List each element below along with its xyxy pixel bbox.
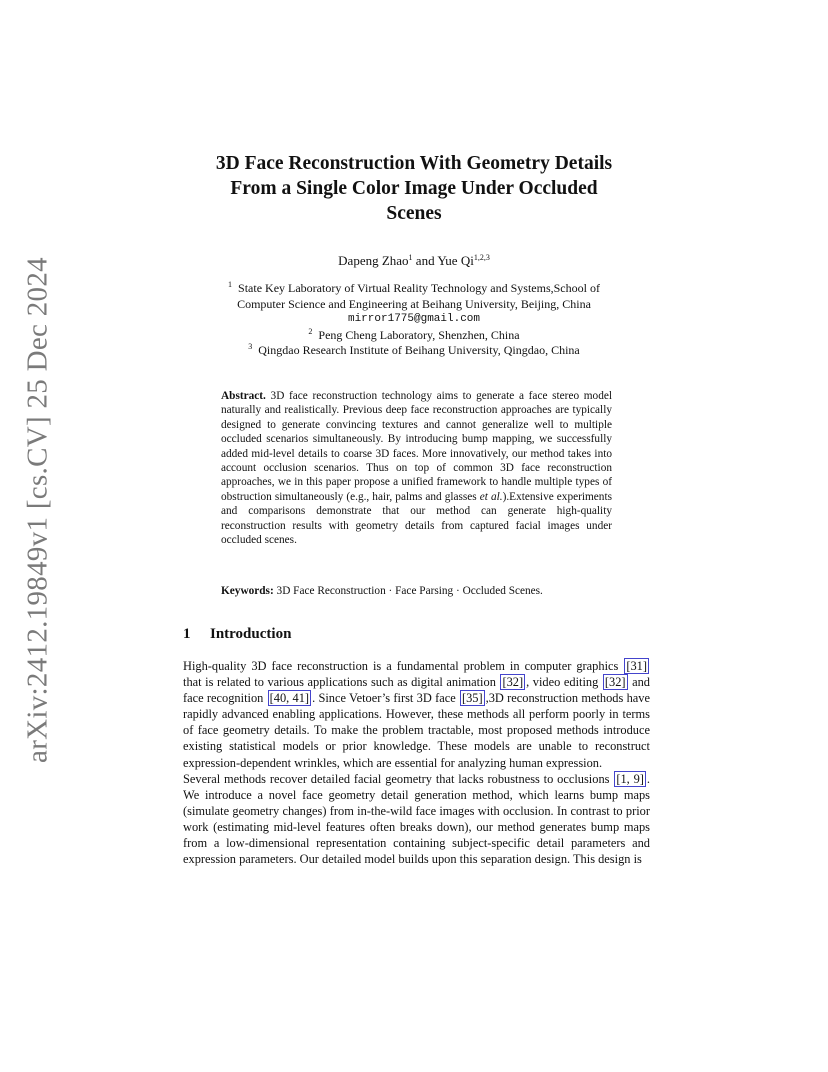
arxiv-watermark [18,257,58,763]
author-affil-sup: 1,2,3 [473,253,490,262]
abstract-label: Abstract. [221,390,266,402]
citation-link[interactable]: [35] [461,691,483,706]
abstract-text: 3D face reconstruction technology aims to generate a face stereo model naturally and realistically. Previous deep face reconstruction approaches are typically designed to generate convincing textures and cannot generalize well to multiple occluded scenarios simultaneously. By introducing bump mapping, we successfully added mid-level details to coarse 3D faces. More innovatively, our method takes into account occlusion scenarios. Thus on top of common 3D face reconstruction approaches, we in this paper propose a unified framework to handle multiple types of obstruction simultaneously (e.g., hair, palms and glasses [221,390,613,503]
author-email: mirror1775@gmail.com [347,313,481,325]
abstract-etal: et al. [479,490,503,503]
affiliation-1-cont: Computer Science and Engineering at Beihang University, Beijing, China [237,296,591,311]
affiliations [150,281,678,359]
citation-link[interactable]: [1, 9] [616,771,644,786]
keywords-label: Keywords: [221,585,274,597]
paragraph-text: High-quality 3D face reconstruction is a fundamental problem in computer graphics [183,659,624,673]
paragraph-text: and face recognition [183,675,650,706]
paper-title [150,151,678,226]
title-line: 3D Face Reconstruction With Geometry Details [215,153,613,174]
author-name: Yue Qi [437,253,474,268]
affiliation-3 [150,343,678,359]
paragraph [183,771,650,868]
keywords [221,585,621,597]
paragraph-text: , video editing [526,675,602,690]
author-name: Dapeng Zhao [338,253,409,268]
affiliation-text: State Key Laboratory of Virtual Reality Technology and Systems,School of [238,281,600,295]
citation-link[interactable]: [31] [626,659,647,673]
arxiv-identifier: arXiv:2412.19849v1 [cs.CV] 25 Dec 2024 [21,257,54,763]
author-list [150,253,678,269]
citation-link[interactable]: [40, 41] [269,691,310,706]
author-affil-sup: 1 [408,253,413,262]
body-text [183,658,650,867]
affiliation-sup: 2 [308,326,313,336]
title-line: Scenes [386,203,442,224]
citation-link[interactable]: [32] [502,675,524,690]
paragraph-text: . Since Vetoer’s first 3D face [312,691,459,706]
paragraph-text: ,3D reconstruction methods have rapidly advanced enabling applications. However, these methods all perform poorly in terms of face geometry details. To make the problem tractable, most proposed methods introduce existing statistical models or prior knowledge. These models are unable to reconstruct expression-dependent wrinkles, which are essential for analyzing human expression. [183,691,650,770]
abstract [221,389,612,547]
author-conjunction: and [415,253,435,268]
paragraph-text: that is related to various applications such as digital animation [183,675,500,690]
affiliation-text: Peng Cheng Laboratory, Shenzhen, China [318,327,520,342]
affiliation-1 [150,281,678,297]
citation-link[interactable]: [32] [604,675,626,690]
section-heading [183,626,291,643]
abstract-text: ).Extensive experiments and comparisons demonstrate that our method can generate high-quality reconstruction results with geometry details from captured facial images under occluded scenes. [221,490,612,547]
affiliation-sup: 3 [248,342,253,351]
title-line: From a Single Color Image Under Occluded [230,178,598,199]
paragraph-text: Several methods recover detailed facial geometry that lacks robustness to occlusions [183,771,614,786]
paragraph [183,658,650,771]
affiliation-text: Qingdao Research Institute of Beihang University, Qingdao, China [258,343,580,357]
paragraph-text: . We introduce a novel face geometry detail generation method, which learns bump maps (simulate geometry changes) from in-the-wild face images with occlusion. In contrast to prior work (estimating mid-level features often breaks down), our method generates bump maps from a low-dimensional representation containing subject-specific detail parameters and expression parameters. Our detailed model builds upon this separation design. This design is [183,771,650,867]
affiliation-sup: 1 [228,280,233,289]
section-title: Introduction [210,626,292,642]
section-number: 1 [183,626,191,642]
affiliation-2 [150,328,678,344]
keywords-text: 3D Face Reconstruction · Face Parsing · Occluded Scenes. [276,585,543,597]
